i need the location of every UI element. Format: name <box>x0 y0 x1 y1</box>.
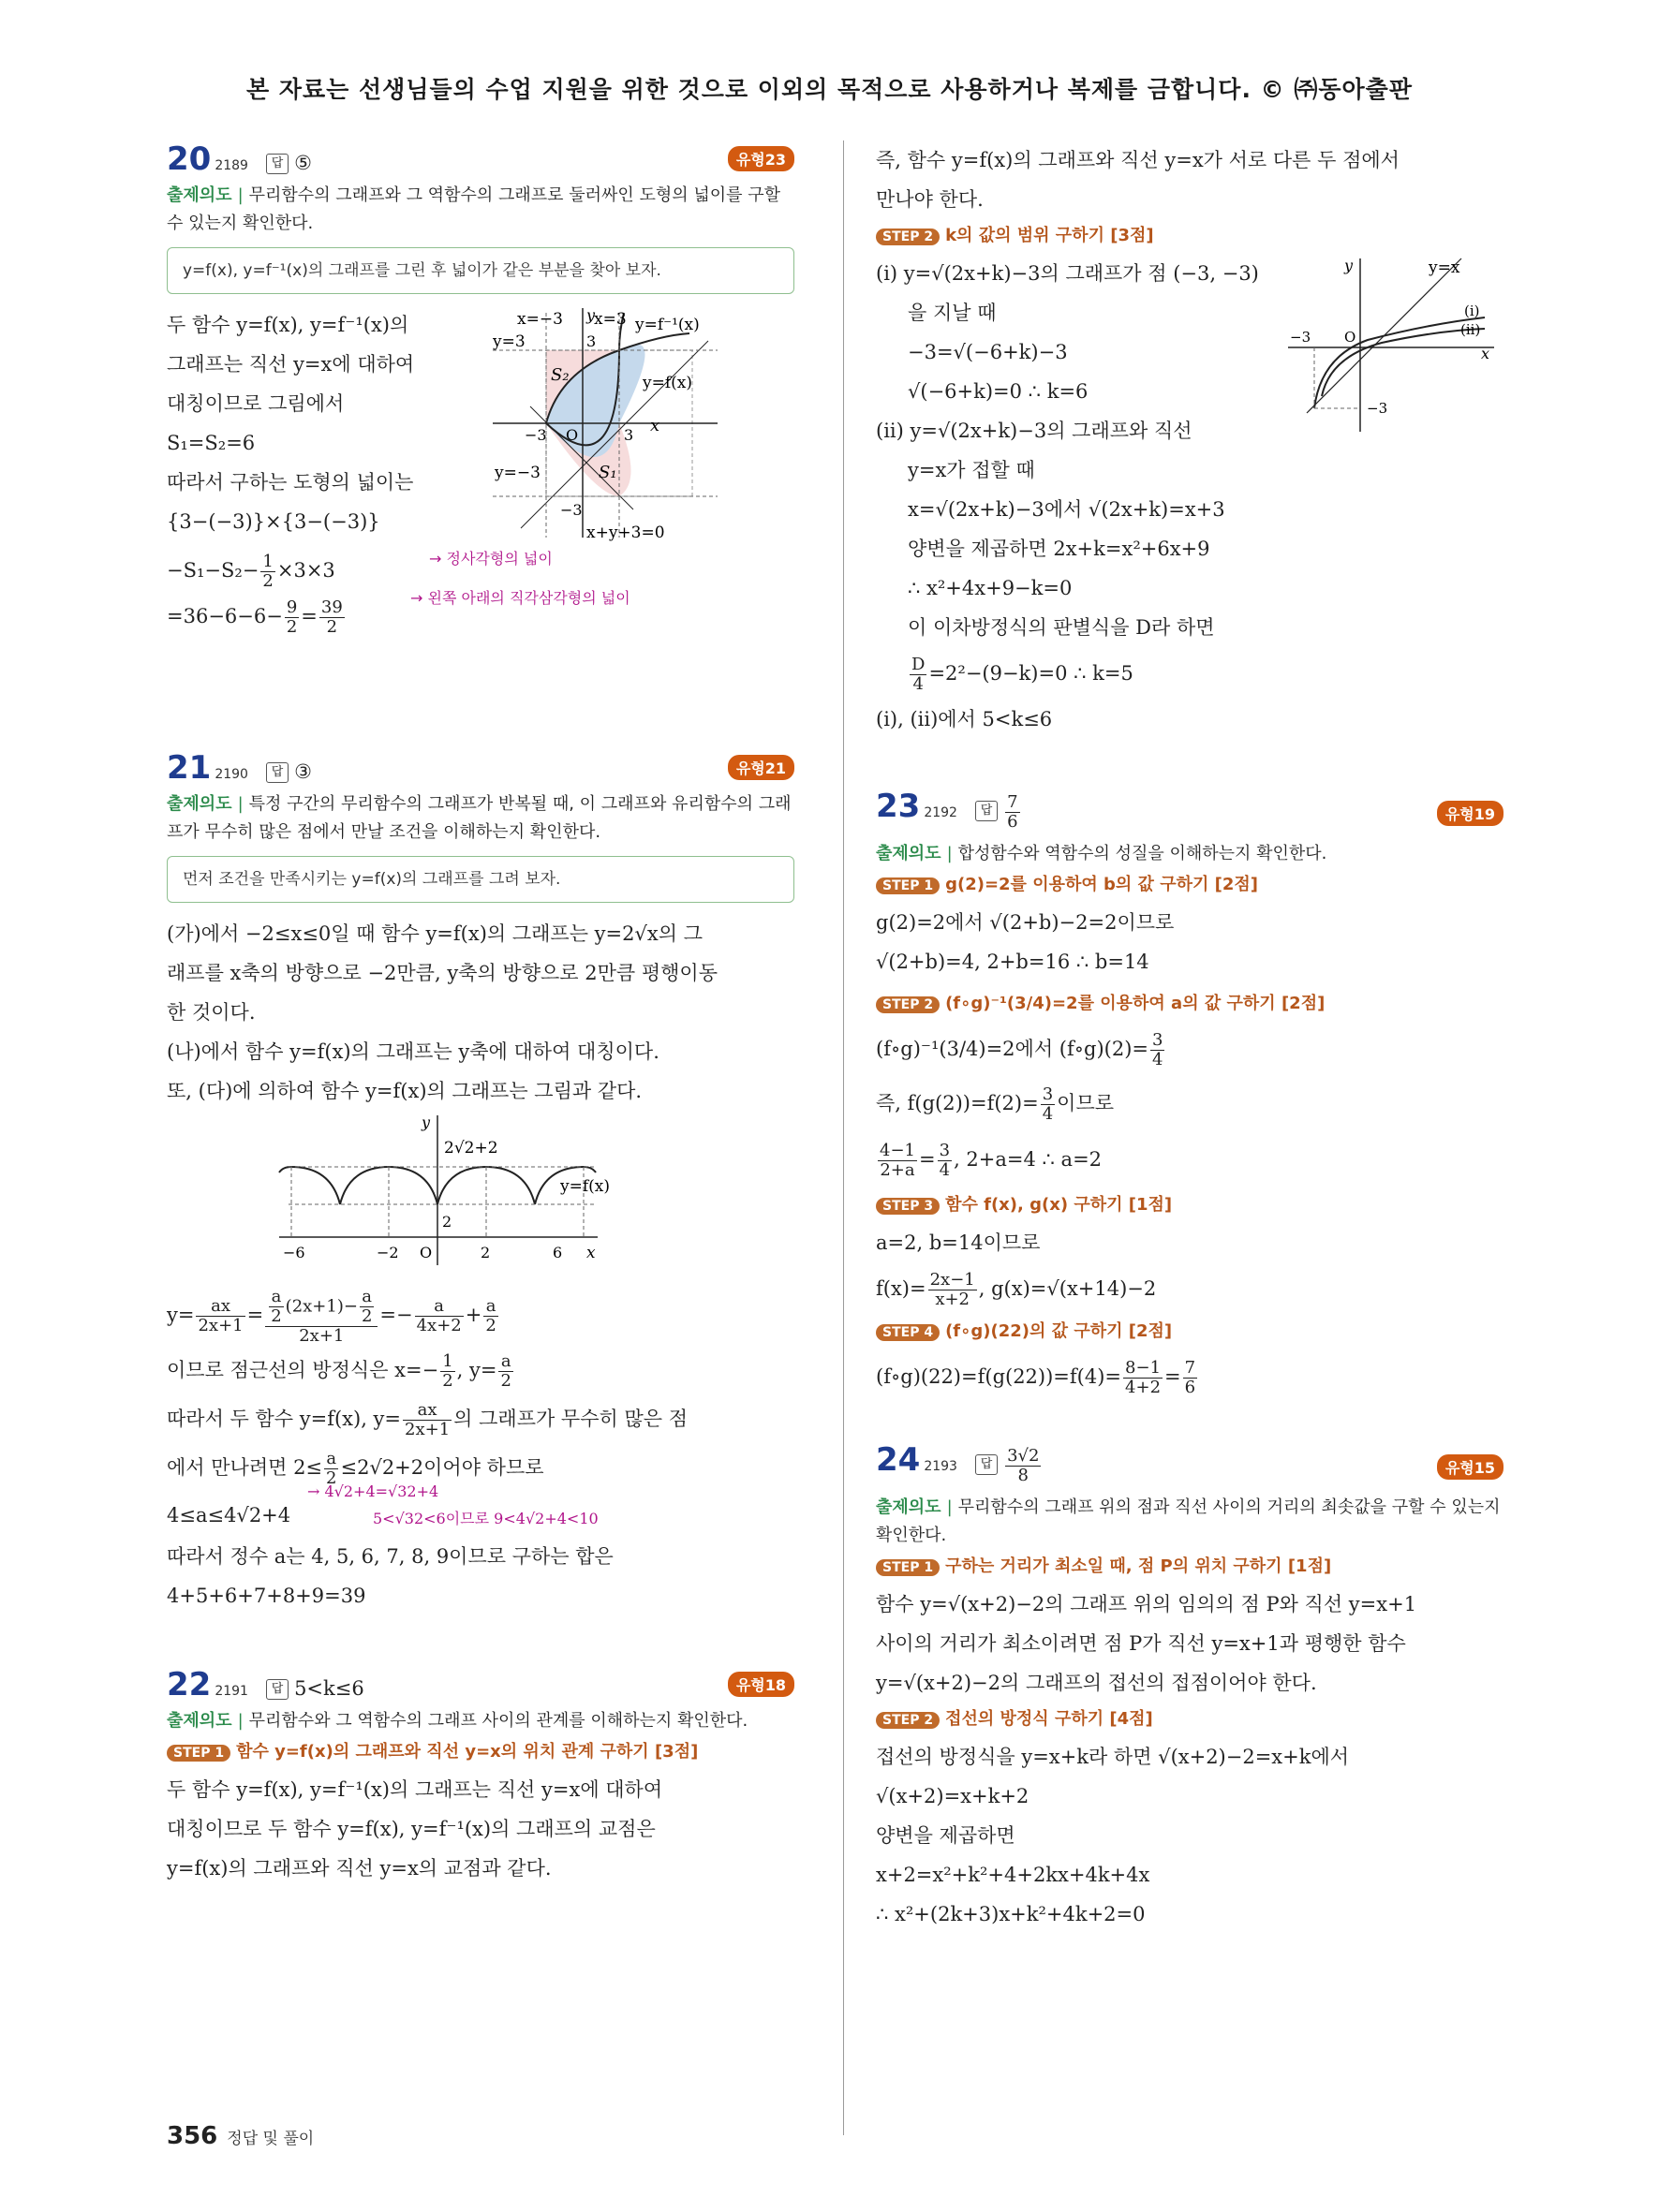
right-column <box>876 140 1503 1934</box>
line: (ii) y=√(2x+k)−3의 그래프와 직선 <box>876 420 1192 442</box>
svg-text:x=3: x=3 <box>594 310 627 329</box>
problem-21 <box>167 749 794 1615</box>
intent-text: 무리함수의 그래프와 그 역함수의 그래프로 둘러싸인 도형의 넓이를 구할 수 있는지 확인한다. <box>167 185 781 233</box>
svg-text:y=f⁻¹(x): y=f⁻¹(x) <box>635 316 700 334</box>
svg-text:y=f(x): y=f(x) <box>643 374 692 392</box>
line: g(2)=2에서 √(2+b)−2=2이므로 <box>876 911 1175 934</box>
svg-text:x+y+3=0: x+y+3=0 <box>586 524 665 542</box>
step-1: STEP 1 구하는 거리가 최소일 때, 점 P의 위치 구하기 [1점] <box>876 1550 1503 1585</box>
line: x+2=x²+k²+4+2kx+4k+4x <box>876 1864 1150 1886</box>
intersection-line: 따라서 두 함수 y=f(x), y= $\frac{ax}{2x+1}$ 의 그래프가 무수히 많은 점 <box>167 1399 689 1439</box>
line: S₁=S₂=6 <box>167 432 256 454</box>
line: y=x가 접할 때 <box>908 459 1035 481</box>
annotation-sqrt: → 4√2+4=√32+4 <box>307 1482 439 1500</box>
line: 만나야 한다. <box>876 188 984 211</box>
intent: 출제의도 | 무리함수의 그래프 위의 점과 직선 사이의 거리의 최솟값을 구할 수 있는지 확인한다. <box>876 1497 1501 1545</box>
problem-id: 2192 <box>924 805 957 820</box>
line: 양변을 제곱하면 2x+k=x²+6x+9 <box>908 538 1210 560</box>
problem-23 <box>876 788 1503 1404</box>
condition-line: 에서 만나려면 2≤ $\frac{a}{2}$ ≤2√2+2이어야 하므로 <box>167 1448 544 1488</box>
svg-text:−3: −3 <box>560 501 583 519</box>
line: 두 함수 y=f(x), y=f⁻¹(x)의 <box>167 314 409 336</box>
type-tag: 유형18 <box>728 1672 794 1697</box>
conclusion: (i), (ii)에서 5<k≤6 <box>876 708 1053 730</box>
line: (i) y=√(2x+k)−3의 그래프가 점 (−3, −3) <box>876 262 1259 285</box>
line: 대칭이므로 두 함수 y=f(x), y=f⁻¹(x)의 그래프의 교점은 <box>167 1817 656 1840</box>
svg-text:y: y <box>586 306 596 324</box>
line: ∴ x²+4x+9−k=0 <box>908 577 1073 599</box>
column-divider <box>843 140 844 2135</box>
line: 접선의 방정식을 y=x+k라 하면 √(x+2)−2=x+k에서 <box>876 1746 1350 1768</box>
problem-number: 21 <box>167 749 212 787</box>
line: ∴ x²+(2k+3)x+k²+4k+2=0 <box>876 1903 1146 1925</box>
problem-number: 20 <box>167 140 212 178</box>
line: 4+5+6+7+8+9=39 <box>167 1584 366 1607</box>
problem-number: 22 <box>167 1665 212 1703</box>
line: −3=√(−6+k)−3 <box>908 341 1068 363</box>
line: 그래프는 직선 y=x에 대하여 <box>167 353 415 376</box>
svg-text:O: O <box>566 426 579 444</box>
line: {3−(−3)}×{3−(−3)} <box>167 510 380 533</box>
line: (f∘g)⁻¹(3/4)=2에서 (f∘g)(2)= $\frac{3}{4}$ <box>876 1030 1163 1069</box>
svg-text:S₁: S₁ <box>599 463 617 482</box>
answer: $\frac{3√2}{8}$ <box>1007 1446 1040 1485</box>
intent-label: 출제의도 <box>167 1710 232 1731</box>
line: 대칭이므로 그림에서 <box>167 392 345 415</box>
svg-text:−3: −3 <box>525 426 547 444</box>
line: 래프를 x축의 방향으로 −2만큼, y축의 방향으로 2만큼 평행이동 <box>167 962 718 984</box>
annotation-triangle-area: → 왼쪽 아래의 직각삼각형의 넓이 <box>410 589 630 607</box>
answer-label: 답 <box>266 1679 289 1700</box>
answer: ⑤ <box>294 152 312 174</box>
intent: 출제의도 | 무리함수와 그 역함수의 그래프 사이의 관계를 이해하는지 확인한다. <box>167 1710 748 1731</box>
annotation-square-area: → 정사각형의 넓이 <box>429 550 553 568</box>
intent-text: 무리함수의 그래프 위의 점과 직선 사이의 거리의 최솟값을 구할 수 있는지 확인한다. <box>876 1497 1501 1545</box>
svg-text:O: O <box>1344 329 1356 346</box>
svg-text:−3: −3 <box>1367 400 1388 417</box>
svg-text:(i): (i) <box>1464 302 1480 319</box>
intent-text: 합성함수와 역함수의 성질을 이해하는지 확인한다. <box>957 844 1327 863</box>
page-number: 356 <box>167 2122 218 2150</box>
svg-text:2: 2 <box>442 1213 452 1231</box>
intent-label: 출제의도 <box>876 844 941 863</box>
type-tag: 유형21 <box>728 755 794 780</box>
curve-left <box>279 1167 340 1204</box>
line: 따라서 정수 a는 4, 5, 6, 7, 8, 9이므로 구하는 합은 <box>167 1544 614 1568</box>
svg-text:2√2+2: 2√2+2 <box>444 1139 498 1158</box>
hint-box: 먼저 조건을 만족시키는 y=f(x)의 그래프를 그려 보자. <box>167 856 794 903</box>
annotation-range: 5<√32<6이므로 9<4√2+4<10 <box>373 1509 599 1527</box>
page-footer <box>167 2122 314 2150</box>
answer: $\frac{7}{6}$ <box>1007 792 1018 832</box>
intent: 출제의도 | 무리함수의 그래프와 그 역함수의 그래프로 둘러싸인 도형의 넓이를 구할 수 있는지 확인한다. <box>167 185 781 233</box>
problem-24 <box>876 1441 1503 1934</box>
svg-text:3: 3 <box>624 426 634 444</box>
svg-text:x: x <box>1481 345 1490 362</box>
svg-text:O: O <box>420 1244 433 1261</box>
footer-label: 정답 및 풀이 <box>227 2130 315 2148</box>
line: =36−6−6− $\frac{9}{2}$ = $\frac{39}{2}$ <box>167 597 343 637</box>
svg-text:y: y <box>422 1113 431 1131</box>
left-column <box>167 140 794 1888</box>
line: y=f(x)의 그래프와 직선 y=x의 교점과 같다. <box>167 1856 552 1880</box>
svg-text:y=x: y=x <box>1429 258 1460 277</box>
svg-text:6: 6 <box>553 1244 563 1261</box>
svg-text:(ii): (ii) <box>1460 321 1481 338</box>
svg-text:x: x <box>650 416 660 435</box>
intent-text: 무리함수와 그 역함수의 그래프 사이의 관계를 이해하는지 확인한다. <box>248 1710 748 1731</box>
svg-text:y=f(x): y=f(x) <box>560 1177 610 1196</box>
line: (나)에서 함수 y=f(x)의 그래프는 y축에 대하여 대칭이다. <box>167 1040 659 1063</box>
answer: 5<k≤6 <box>294 1676 364 1700</box>
line: f(x)= $\frac{2x-1}{x+2}$ , g(x)=√(x+14)−2 <box>876 1270 1157 1309</box>
graph-22 <box>1288 254 1503 441</box>
graph-20 <box>493 303 774 547</box>
svg-text:−3: −3 <box>1290 329 1311 346</box>
line: 사이의 거리가 최소이려면 점 P가 직선 y=x+1과 평행한 함수 <box>876 1632 1406 1655</box>
line: √(2+b)=4, 2+b=16 ∴ b=14 <box>876 951 1149 973</box>
svg-text:−6: −6 <box>283 1244 305 1261</box>
problem-number: 24 <box>876 1441 921 1479</box>
line: 을 지날 때 <box>908 302 997 324</box>
line: 이 이차방정식의 판별식을 D라 하면 <box>908 616 1215 639</box>
line: (f∘g)(22)=f(g(22))=f(4)= $\frac{8-1}{4+2}$ = $\frac{7}{6}$ <box>876 1358 1196 1397</box>
step-4: STEP 4 (f∘g)(22)의 값 구하기 [2점] <box>876 1315 1503 1349</box>
line: 함수 y=√(x+2)−2의 그래프 위의 임의의 점 P와 직선 y=x+1 <box>876 1593 1417 1615</box>
hint-box: y=f(x), y=f⁻¹(x)의 그래프를 그린 후 넓이가 같은 부분을 찾아 보자. <box>167 247 794 294</box>
copyright-notice: 본 자료는 선생님들의 수업 지원을 위한 것으로 이외의 목적으로 사용하거나 복제를 금합니다. © ㈜동아출판 <box>246 76 1413 103</box>
line: √(−6+k)=0 ∴ k=6 <box>908 380 1089 403</box>
line: 따라서 구하는 도형의 넓이는 <box>167 471 414 494</box>
svg-text:3: 3 <box>586 332 597 350</box>
step-3: STEP 3 함수 f(x), g(x) 구하기 [1점] <box>876 1188 1503 1223</box>
line: 또, (다)에 의하여 함수 y=f(x)의 그래프는 그림과 같다. <box>167 1080 643 1102</box>
discriminant-line: $\frac{D}{4}$ =2²−(9−k)=0 ∴ k=5 <box>911 655 1133 694</box>
svg-text:y=3: y=3 <box>493 332 526 351</box>
intent: 출제의도 | 특정 구간의 무리함수의 그래프가 반복될 때, 이 그래프와 유리함수의 그래프가 무수히 많은 점에서 만날 조건을 이해하는지 확인한다. <box>167 794 792 842</box>
line: 즉, 함수 y=f(x)의 그래프와 직선 y=x가 서로 다른 두 점에서 <box>876 149 1400 171</box>
svg-text:S₂: S₂ <box>551 365 570 385</box>
inequality: 4≤a≤4√2+4 <box>167 1503 291 1526</box>
line: $\frac{4-1}{2+a}$ = $\frac{3}{4}$ , 2+a=4 ∴ a=2 <box>880 1141 1103 1180</box>
problem-id: 2193 <box>924 1459 957 1474</box>
line: 한 것이다. <box>167 1001 256 1024</box>
intent: 출제의도 | 합성함수와 역함수의 성질을 이해하는지 확인한다. <box>876 844 1327 863</box>
graph-21 <box>167 1111 794 1270</box>
problem-20 <box>167 140 794 680</box>
asymptote-line: 이므로 점근선의 방정식은 x=− $\frac{1}{2}$ , y= $\frac{a}{2}$ <box>167 1350 511 1391</box>
line: (가)에서 −2≤x≤0일 때 함수 y=f(x)의 그래프는 y=2√x의 그 <box>167 922 703 945</box>
equation-y: y= $\frac{ax}{2x+1}$ = $\frac{a}{2}$ (2x+1)− $\frac{a}{2}$ 2x+1 =− $\frac{a}{4x+2}$ + $\frac{a}{2}$ <box>167 1286 496 1346</box>
line: 두 함수 y=f(x), y=f⁻¹(x)의 그래프는 직선 y=x에 대하여 <box>167 1777 663 1801</box>
answer-label: 답 <box>266 154 289 174</box>
answer: ③ <box>294 760 312 783</box>
answer-label: 답 <box>975 801 998 821</box>
answer-label: 답 <box>266 762 289 783</box>
svg-text:y=−3: y=−3 <box>495 464 541 482</box>
line: y=√(x+2)−2의 그래프의 접선의 접점이어야 한다. <box>876 1672 1317 1694</box>
step-2: STEP 2 k의 값의 범위 구하기 [3점] <box>876 219 1503 254</box>
type-tag: 유형19 <box>1437 801 1503 826</box>
problem-number: 23 <box>876 788 921 825</box>
svg-text:2: 2 <box>481 1244 491 1261</box>
step-1: STEP 1 함수 y=f(x)의 그래프와 직선 y=x의 위치 관계 구하기 [3점] <box>167 1735 794 1770</box>
line: 즉, f(g(2))=f(2)= $\frac{3}{4}$ 이므로 <box>876 1084 1115 1124</box>
answer-label: 답 <box>975 1454 998 1475</box>
problem-id: 2191 <box>215 1683 248 1699</box>
intent-label: 출제의도 <box>167 185 232 205</box>
type-tag: 유형23 <box>728 146 794 171</box>
step-2: STEP 2 (f∘g)⁻¹(3/4)=2를 이용하여 a의 값 구하기 [2점] <box>876 987 1503 1022</box>
svg-text:y: y <box>1344 257 1354 274</box>
line: −S₁−S₂− $\frac{1}{2}$ ×3×3 <box>167 552 335 591</box>
line: x=√(2x+k)−3에서 √(2x+k)=x+3 <box>908 498 1225 521</box>
line: a=2, b=14이므로 <box>876 1231 1041 1254</box>
intent-label: 출제의도 <box>167 794 232 814</box>
svg-text:−2: −2 <box>377 1244 399 1261</box>
svg-text:x: x <box>586 1244 596 1262</box>
svg-text:x=−3: x=−3 <box>517 310 563 329</box>
problem-id: 2190 <box>215 767 248 782</box>
type-tag: 유형15 <box>1437 1454 1503 1480</box>
problem-22 <box>167 1666 794 1888</box>
line: √(x+2)=x+k+2 <box>876 1785 1029 1807</box>
intent-text: 특정 구간의 무리함수의 그래프가 반복될 때, 이 그래프와 유리함수의 그래프가 무수히 많은 점에서 만날 조건을 이해하는지 확인한다. <box>167 794 792 842</box>
step-2: STEP 2 접선의 방정식 구하기 [4점] <box>876 1703 1503 1737</box>
line: 양변을 제곱하면 <box>876 1824 1015 1847</box>
problem-id: 2189 <box>215 158 248 173</box>
step-1: STEP 1 g(2)=2를 이용하여 b의 값 구하기 [2점] <box>876 868 1503 903</box>
intent-label: 출제의도 <box>876 1497 941 1517</box>
